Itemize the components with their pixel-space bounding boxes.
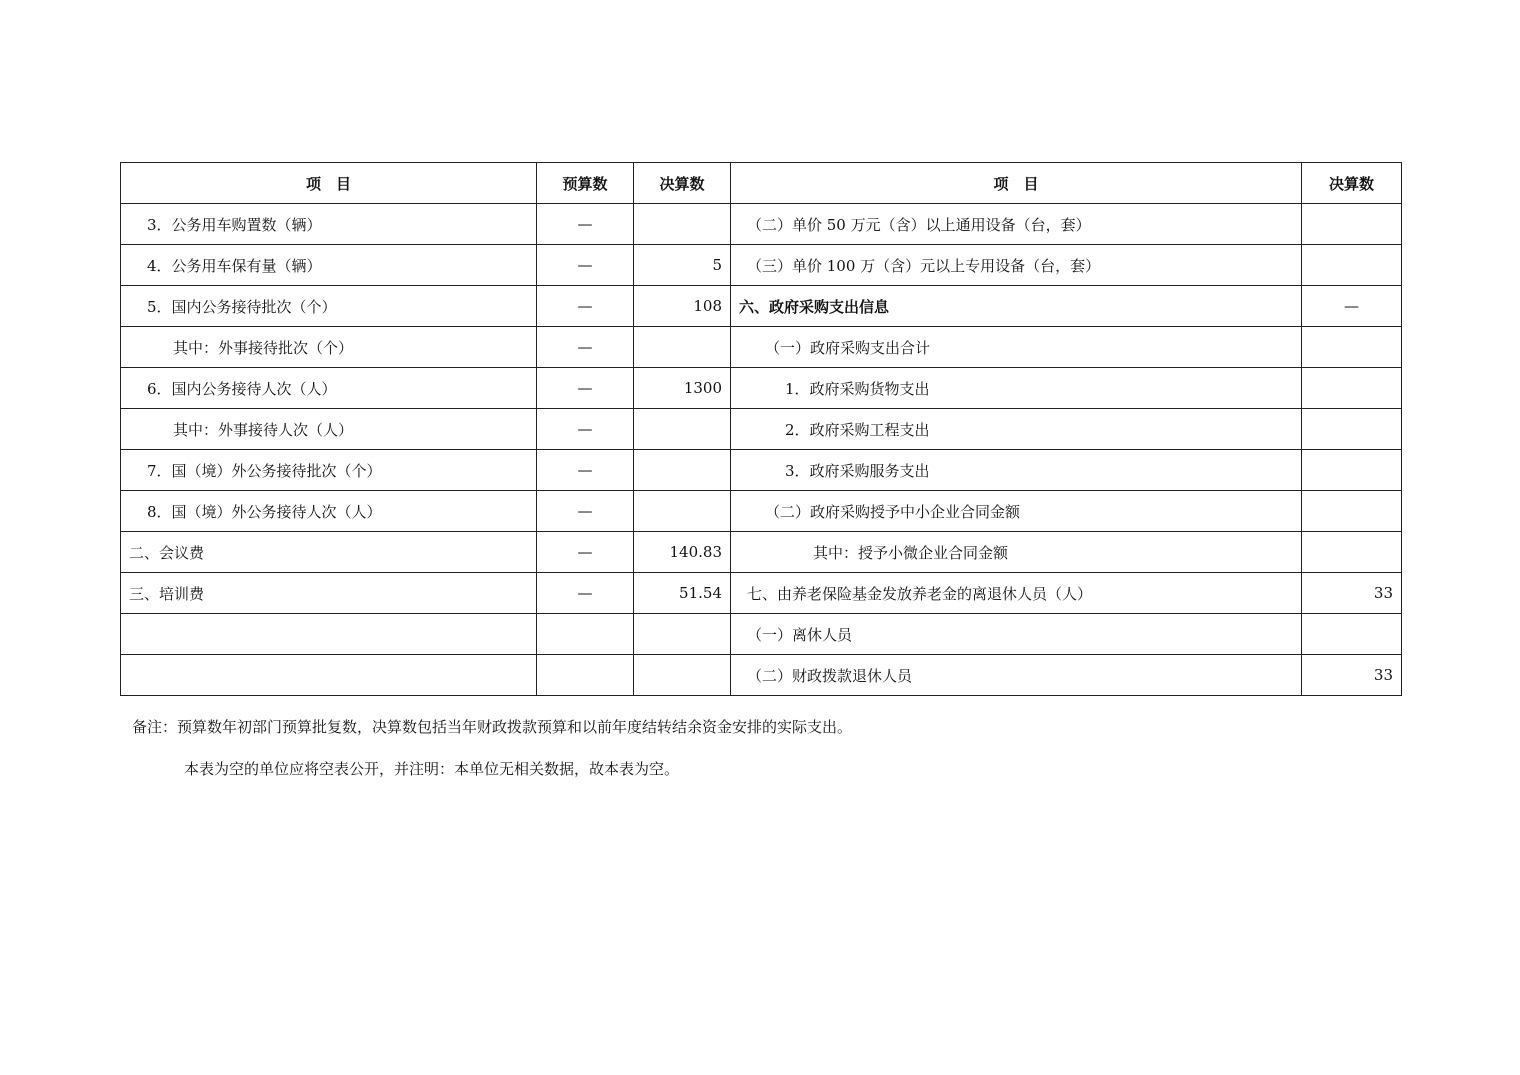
row-budget: — — [537, 204, 634, 245]
row-final — [634, 204, 731, 245]
row-final: 108 — [634, 286, 731, 327]
row-item-right: 1．政府采购货物支出 — [731, 368, 1302, 409]
table-row — [121, 245, 1402, 286]
table-row — [121, 573, 1402, 614]
row-item-right: 3．政府采购服务支出 — [731, 450, 1302, 491]
row-final-right: 33 — [1302, 573, 1402, 614]
row-final — [634, 327, 731, 368]
header-left-item: 项 目 — [121, 163, 537, 204]
row-final-right: 33 — [1302, 655, 1402, 696]
table-row — [121, 204, 1402, 245]
row-final — [634, 491, 731, 532]
table-row — [121, 532, 1402, 573]
row-item-left: 4．公务用车保有量（辆） — [121, 245, 537, 286]
row-final: 51.54 — [634, 573, 731, 614]
row-budget: — — [537, 532, 634, 573]
row-budget: — — [537, 245, 634, 286]
row-item-right-section: 六、政府采购支出信息 — [731, 286, 1302, 327]
row-item-right: （三）单价 100 万（含）元以上专用设备（台，套） — [731, 245, 1302, 286]
row-final-right — [1302, 491, 1402, 532]
row-final-right — [1302, 327, 1402, 368]
row-item-left: 5．国内公务接待批次（个） — [121, 286, 537, 327]
footnote-empty-table: 本表为空的单位应将空表公开，并注明：本单位无相关数据，故本表为空。 — [184, 760, 680, 778]
table-row — [121, 491, 1402, 532]
row-final — [634, 409, 731, 450]
row-final: 140.83 — [634, 532, 731, 573]
header-final-left: 决算数 — [634, 163, 731, 204]
table-row — [121, 368, 1402, 409]
row-budget: — — [537, 327, 634, 368]
row-item-right: （二）财政拨款退休人员 — [731, 655, 1302, 696]
row-final-right — [1302, 409, 1402, 450]
row-item-left: 二、会议费 — [121, 532, 537, 573]
row-item-left: 6．国内公务接待人次（人） — [121, 368, 537, 409]
row-final-right — [1302, 368, 1402, 409]
row-item-left: 8．国（境）外公务接待人次（人） — [121, 491, 537, 532]
row-budget — [537, 614, 634, 655]
row-item-left: 三、培训费 — [121, 573, 537, 614]
row-budget: — — [537, 450, 634, 491]
row-final-right — [1302, 532, 1402, 573]
row-final: 5 — [634, 245, 731, 286]
table-header-row — [121, 163, 1402, 204]
row-final — [634, 450, 731, 491]
header-budget: 预算数 — [537, 163, 634, 204]
row-final — [634, 655, 731, 696]
row-item-right: （一）政府采购支出合计 — [731, 327, 1302, 368]
row-item-left: 7．国（境）外公务接待批次（个） — [121, 450, 537, 491]
row-budget: — — [537, 409, 634, 450]
row-final-right — [1302, 204, 1402, 245]
row-final-right: — — [1302, 286, 1402, 327]
row-item-right: 七、由养老保险基金发放养老金的离退休人员（人） — [731, 573, 1302, 614]
row-final-right — [1302, 614, 1402, 655]
row-final — [634, 614, 731, 655]
row-item-left: 其中：外事接待人次（人） — [121, 409, 537, 450]
row-final-right — [1302, 245, 1402, 286]
header-right-item: 项 目 — [731, 163, 1302, 204]
footnote-remark: 备注：预算数年初部门预算批复数，决算数包括当年财政拨款预算和以前年度结转结余资金安排的实际支出。 — [132, 718, 853, 736]
row-item-left: 其中：外事接待批次（个） — [121, 327, 537, 368]
row-item-right: （二）政府采购授予中小企业合同金额 — [731, 491, 1302, 532]
row-item-right: （一）离休人员 — [731, 614, 1302, 655]
row-final: 1300 — [634, 368, 731, 409]
row-item-left: 3．公务用车购置数（辆） — [121, 204, 537, 245]
row-item-left — [121, 655, 537, 696]
table-row — [121, 655, 1402, 696]
header-final-right: 决算数 — [1302, 163, 1402, 204]
row-item-right: （二）单价 50 万元（含）以上通用设备（台，套） — [731, 204, 1302, 245]
table-row — [121, 327, 1402, 368]
row-budget: — — [537, 368, 634, 409]
footnotes — [132, 716, 852, 780]
row-budget — [537, 655, 634, 696]
row-final-right — [1302, 450, 1402, 491]
expenditure-table — [120, 162, 1402, 696]
row-budget: — — [537, 286, 634, 327]
row-budget: — — [537, 491, 634, 532]
row-item-right: 其中：授予小微企业合同金额 — [731, 532, 1302, 573]
table-row — [121, 614, 1402, 655]
row-item-left — [121, 614, 537, 655]
row-budget: — — [537, 573, 634, 614]
table-row — [121, 286, 1402, 327]
row-item-right: 2．政府采购工程支出 — [731, 409, 1302, 450]
table-row — [121, 450, 1402, 491]
table-row — [121, 409, 1402, 450]
